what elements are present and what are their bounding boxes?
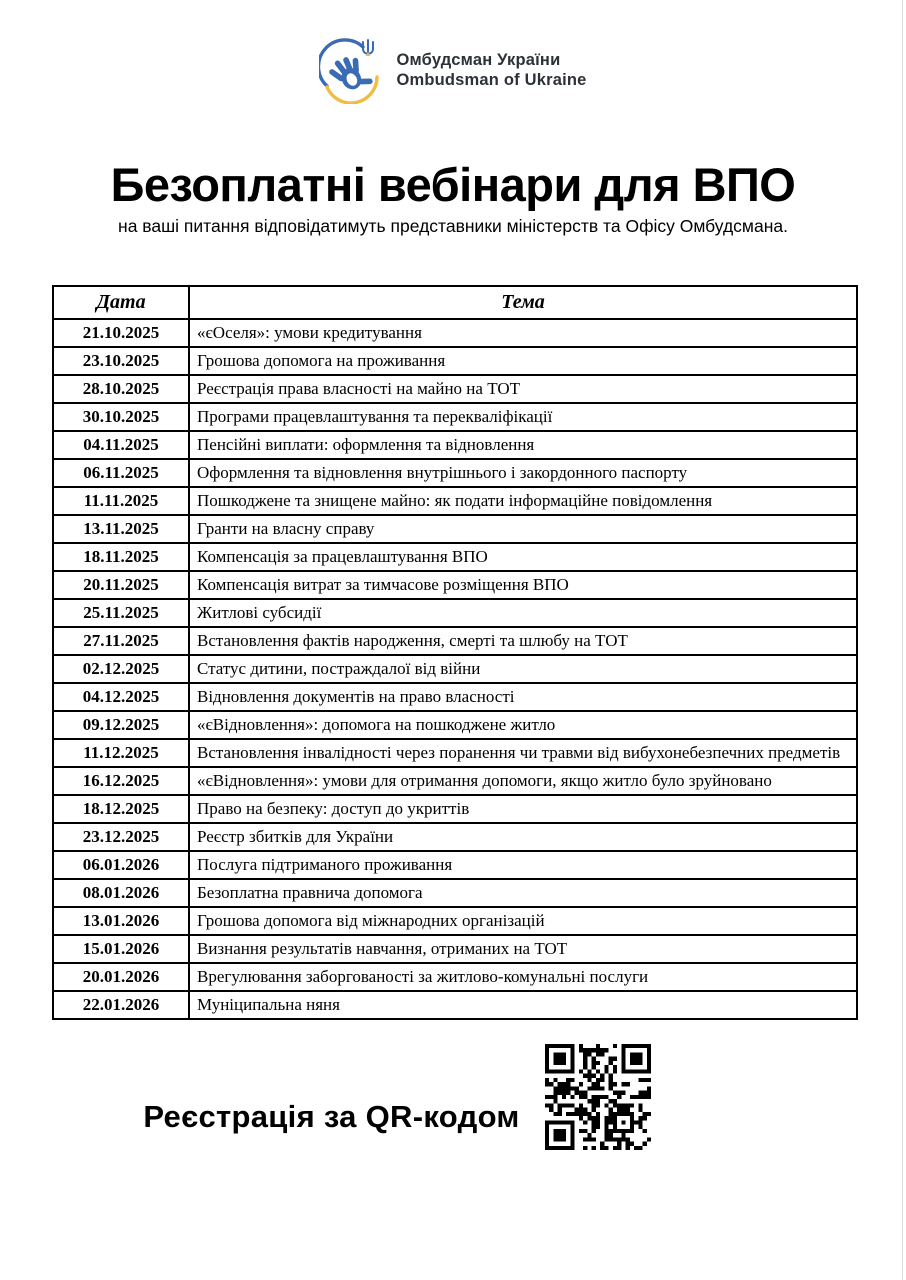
- webinar-date: 04.12.2025: [53, 683, 189, 711]
- table-row: [53, 459, 857, 487]
- webinar-topic: Житлові субсидії: [189, 599, 857, 627]
- webinar-date: 02.12.2025: [53, 655, 189, 683]
- webinar-date: 23.12.2025: [53, 823, 189, 851]
- webinar-topic: Визнання результатів навчання, отриманих на ТОТ: [189, 935, 857, 963]
- webinar-topic: Пошкоджене та знищене майно: як подати інформаційне повідомлення: [189, 487, 857, 515]
- table-row: [53, 543, 857, 571]
- table-row: [53, 431, 857, 459]
- webinar-topic: Грошова допомога на проживання: [189, 347, 857, 375]
- webinar-date: 08.01.2026: [53, 879, 189, 907]
- webinar-date: 06.11.2025: [53, 459, 189, 487]
- webinar-date: 30.10.2025: [53, 403, 189, 431]
- table-row: [53, 851, 857, 879]
- table-row: [53, 767, 857, 795]
- webinar-topic: Муніципальна няня: [189, 991, 857, 1019]
- webinar-date: 16.12.2025: [53, 767, 189, 795]
- table-row: [53, 739, 857, 767]
- table-row: [53, 879, 857, 907]
- table-row: [53, 655, 857, 683]
- webinar-topic: Безоплатна правнича допомога: [189, 879, 857, 907]
- webinar-date: 18.12.2025: [53, 795, 189, 823]
- webinar-date: 15.01.2026: [53, 935, 189, 963]
- logo-wordmark: [396, 50, 586, 90]
- table-row: [53, 795, 857, 823]
- table-row: [53, 711, 857, 739]
- page-title: Безоплатні вебінари для ВПО: [110, 158, 796, 211]
- webinar-date: 22.01.2026: [53, 991, 189, 1019]
- webinar-topic: Програми працевлаштування та перекваліфікації: [189, 403, 857, 431]
- webinar-date: 27.11.2025: [53, 627, 189, 655]
- webinar-topic: Грошова допомога від міжнародних організацій: [189, 907, 857, 935]
- webinar-topic: Гранти на власну справу: [189, 515, 857, 543]
- webinar-date: 13.01.2026: [53, 907, 189, 935]
- page-subtitle: на ваші питання відповідатимуть представники міністерств та Офісу Омбудсмана.: [118, 216, 788, 236]
- table-row: [53, 907, 857, 935]
- table-row: [53, 375, 857, 403]
- table-row: [53, 935, 857, 963]
- trident-icon: [363, 40, 373, 56]
- webinar-date: 04.11.2025: [53, 431, 189, 459]
- webinar-topic: «єОселя»: умови кредитування: [189, 319, 857, 347]
- table-row: [53, 319, 857, 347]
- table-row: [53, 963, 857, 991]
- ombudsman-hand-icon: [319, 36, 385, 104]
- column-header-topic: Тема: [189, 286, 857, 319]
- webinar-topic: Статус дитини, постраждалої від війни: [189, 655, 857, 683]
- registration-label: Реєстрація за QR-кодом: [143, 1099, 520, 1134]
- table-row: [53, 991, 857, 1019]
- table-row: [53, 627, 857, 655]
- webinar-date: 20.01.2026: [53, 963, 189, 991]
- hand-shape: [330, 54, 370, 95]
- webinar-date: 28.10.2025: [53, 375, 189, 403]
- webinar-topic: Пенсійні виплати: оформлення та відновлення: [189, 431, 857, 459]
- table-row: [53, 599, 857, 627]
- column-header-date: Дата: [53, 286, 189, 319]
- table-row: [53, 823, 857, 851]
- webinar-topic: Послуга підтриманого проживання: [189, 851, 857, 879]
- webinar-date: 06.01.2026: [53, 851, 189, 879]
- webinar-topic: Встановлення фактів народження, смерті та шлюбу на ТОТ: [189, 627, 857, 655]
- webinar-date: 13.11.2025: [53, 515, 189, 543]
- table-row: [53, 347, 857, 375]
- webinar-topic: Відновлення документів на право власності: [189, 683, 857, 711]
- table-body: [53, 319, 857, 1019]
- webinar-date: 20.11.2025: [53, 571, 189, 599]
- webinar-topic: Реєстрація права власності на майно на ТОТ: [189, 375, 857, 403]
- table-row: [53, 403, 857, 431]
- webinar-date: 09.12.2025: [53, 711, 189, 739]
- webinar-topic: Компенсація за працевлаштування ВПО: [189, 543, 857, 571]
- table-header-row: [53, 286, 857, 319]
- webinar-date: 23.10.2025: [53, 347, 189, 375]
- logo-title-uk: Омбудсман України: [396, 50, 561, 69]
- ombudsman-logo: [0, 0, 906, 104]
- webinar-topic: «єВідновлення»: умови для отримання допомоги, якщо житло було зруйновано: [189, 767, 857, 795]
- webinar-topic: Право на безпеку: доступ до укриттів: [189, 795, 857, 823]
- webinar-schedule-table: [52, 285, 858, 1020]
- webinar-topic: Реєстр збитків для України: [189, 823, 857, 851]
- page-right-edge: [902, 0, 903, 1280]
- qr-code-icon: [545, 1044, 651, 1150]
- webinar-date: 18.11.2025: [53, 543, 189, 571]
- webinar-date: 21.10.2025: [53, 319, 189, 347]
- webinar-topic: Врегулювання заборгованості за житлово-комунальні послуги: [189, 963, 857, 991]
- webinar-date: 25.11.2025: [53, 599, 189, 627]
- webinar-topic: Оформлення та відновлення внутрішнього і закордонного паспорту: [189, 459, 857, 487]
- webinar-date: 11.12.2025: [53, 739, 189, 767]
- webinar-topic: Компенсація витрат за тимчасове розміщення ВПО: [189, 571, 857, 599]
- webinar-topic: Встановлення інвалідності через поранення чи травми від вибухонебезпечних предметів: [189, 739, 857, 767]
- webinar-date: 11.11.2025: [53, 487, 189, 515]
- webinar-topic: «єВідновлення»: допомога на пошкоджене житло: [189, 711, 857, 739]
- registration-block: [0, 1044, 850, 1150]
- logo-title-en: Ombudsman of Ukraine: [396, 71, 587, 89]
- table-row: [53, 571, 857, 599]
- table-row: [53, 515, 857, 543]
- table-row: [53, 683, 857, 711]
- table-row: [53, 487, 857, 515]
